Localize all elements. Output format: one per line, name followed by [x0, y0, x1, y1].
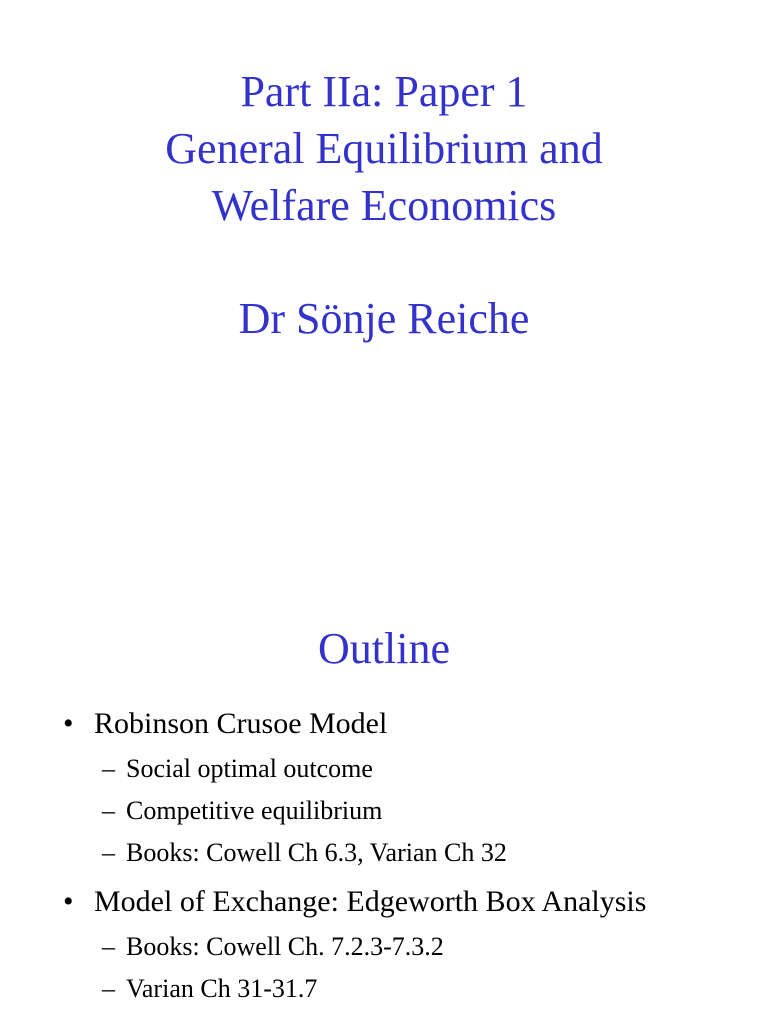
- sub-bullet-item: [0, 926, 768, 968]
- sub-bullet-text: Varian Ch 31-31.7: [126, 974, 318, 1003]
- sub-bullet-glyph: –: [102, 796, 115, 825]
- sub-bullet-list: [0, 748, 768, 874]
- bullet-item: [0, 706, 768, 742]
- sub-bullet-list: [0, 926, 768, 1010]
- bullet-text: Robinson Crusoe Model: [94, 707, 388, 740]
- author-line: Dr Sönje Reiche: [238, 294, 530, 343]
- slide-title: [0, 63, 768, 234]
- sub-bullet-item: [0, 790, 768, 832]
- sub-bullet-item: [0, 832, 768, 874]
- sub-bullet-item: [0, 748, 768, 790]
- bullet-list: [0, 706, 768, 1020]
- bullet-text: Model of Exchange: Edgeworth Box Analysis: [94, 885, 647, 918]
- sub-bullet-glyph: –: [102, 838, 115, 867]
- sub-bullet-text: Books: Cowell Ch. 7.2.3-7.3.2: [126, 932, 444, 961]
- sub-bullet-glyph: –: [102, 974, 115, 1003]
- sub-bullet-glyph: –: [102, 754, 115, 783]
- outline-heading: Outline: [318, 624, 450, 673]
- bullet-glyph: •: [63, 707, 74, 740]
- title-line: Welfare Economics: [211, 181, 557, 230]
- sub-bullet-text: Social optimal outcome: [126, 754, 373, 783]
- sub-bullet-text: Books: Cowell Ch 6.3, Varian Ch 32: [126, 838, 507, 867]
- title-line: General Equilibrium and: [165, 124, 603, 173]
- bullet-item: [0, 884, 768, 920]
- sub-bullet-item: [0, 968, 768, 1010]
- outline-slide: [0, 600, 768, 1024]
- title-line: Part IIa: Paper 1: [240, 67, 528, 116]
- author-name: [0, 290, 768, 347]
- sub-bullet-text: Competitive equilibrium: [126, 796, 383, 825]
- bullet-glyph: •: [63, 885, 74, 918]
- sub-bullet-glyph: –: [102, 932, 115, 961]
